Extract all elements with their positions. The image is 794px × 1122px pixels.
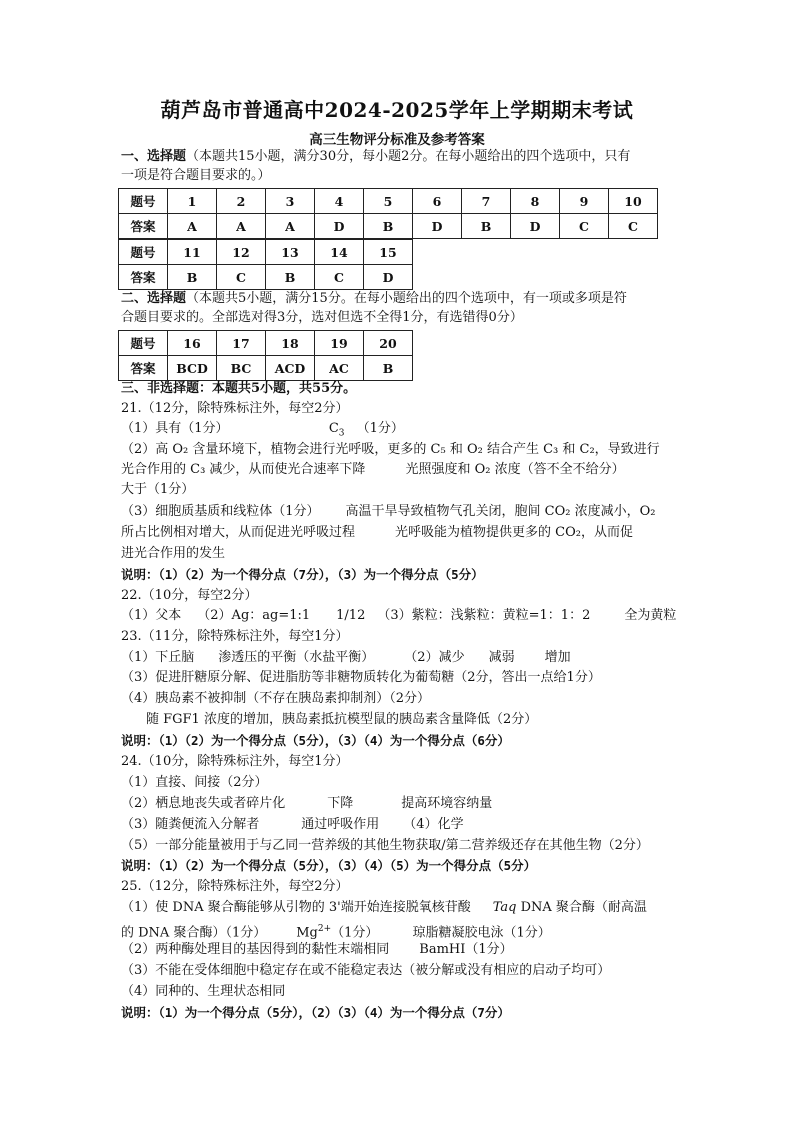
part2-desc-line1: 二、选择题（本题共5小题，满分15分。在每小题给出的四个选项中，有一项或多项是符	[121, 291, 627, 306]
part1-answer-table	[118, 188, 658, 239]
q21-line2: （2）高 O₂ 含量环境下，植物会进行光呼吸，更多的 C₅ 和 O₂ 结合产生 C₃ 和 C₂，导致进行	[121, 442, 660, 457]
part1-desc-line1: 一、选择题（本题共15小题，满分30分，每小题2分。在每小题给出的四个选项中，只有	[121, 149, 631, 164]
part3-heading: 三、非选择题：本题共5小题，共55分。	[121, 381, 357, 396]
row-label-answer: 答案	[119, 214, 168, 239]
q23-header: 23.（11分，除特殊标注外，每空1分）	[121, 629, 349, 644]
q24-note: 说明：（1）（2）为一个得分点（5分），（3）（4）（5）为一个得分点（5分）	[121, 858, 537, 873]
table-row: 答案 BCD BC ACD AC B	[119, 356, 413, 381]
q24-header: 24.（10分，除特殊标注外，每空1分）	[121, 754, 349, 769]
part2-answer-table	[118, 330, 413, 381]
q21-line7: 进光合作用的发生	[121, 546, 226, 561]
q21-line3: 光合作用的 C₃ 减少，从而使光合速率下降 光照强度和 O₂ 浓度（答不全不给分）	[121, 462, 625, 477]
table-row: 题号 1 2 3 4 5 6 7 8 9 10	[119, 189, 658, 214]
q24-line2: （2）栖息地丧失或者碎片化 下降 提高环境容纳量	[121, 796, 493, 811]
q25-note: 说明：（1）为一个得分点（5分），（2）（3）（4）为一个得分点（7分）	[121, 1005, 510, 1020]
q21-line5: （3）细胞质基质和线粒体（1分） 高温干旱导致植物气孔关闭，胞间 CO₂ 浓度减小，O₂	[121, 504, 656, 519]
q22-line1: （1）父本 （2）Ag：ag=1:1 1/12 （3）紫粒：浅紫粒：黄粒=1：1：2 全为黄粒	[121, 608, 677, 623]
table-row: 题号 11 12 13 14 15	[119, 240, 413, 265]
q25-line1: （1）使 DNA 聚合酶能够从引物的 3'端开始连接脱氧核苷酸 Taq DNA 聚合酶（耐高温	[121, 900, 647, 915]
table-row: 答案 A A A D B D B D C C	[119, 214, 658, 239]
q21-note: 说明：（1）（2）为一个得分点（7分），（3）为一个得分点（5分）	[121, 567, 484, 582]
q22-header: 22.（10分，每空2分）	[121, 588, 258, 603]
q21-header: 21.（12分，除特殊标注外，每空2分）	[121, 401, 349, 416]
q23-note: 说明：（1）（2）为一个得分点（5分），（3）（4）为一个得分点（6分）	[121, 733, 510, 748]
q25-line4: （3）不能在受体细胞中稳定存在或不能稳定表达（被分解或没有相应的启动子均可）	[121, 963, 611, 978]
q23-line1: （1）下丘脑 渗透压的平衡（水盐平衡） （2）减少 减弱 增加	[121, 650, 571, 665]
page-subtitle: 高三生物评分标准及参考答案	[309, 132, 485, 148]
part1-answer-table-2	[118, 239, 413, 290]
q21-line6: 所占比例相对增大，从而促进光呼吸过程 光呼吸能为植物提供更多的 CO₂，从而促	[121, 525, 633, 540]
page-title: 葫芦岛市普通高中2024-2025学年上学期期末考试	[160, 98, 634, 122]
q25-line3: （2）两种酶处理目的基因得到的黏性末端相同 BamHI（1分）	[121, 942, 513, 957]
part1-desc-line2: 一项是符合题目要求的。）	[121, 168, 271, 183]
row-label-question: 题号	[119, 189, 168, 214]
part2-desc-line2: 合题目要求的。全部选对得3分，选对但选不全得1分，有选错得0分）	[121, 310, 523, 325]
q25-header: 25.（12分，除特殊标注外，每空2分）	[121, 879, 349, 894]
q23-line2: （3）促进肝糖原分解、促进脂肪等非糖物质转化为葡萄糖（2分，答出一点给1分）	[121, 670, 601, 685]
q24-line4: （5）一部分能量被用于与乙同一营养级的其他生物获取/第二营养级还存在其他生物（2分）	[121, 838, 649, 853]
part1-heading: 一、选择题	[121, 149, 187, 164]
part2-heading: 二、选择题	[121, 291, 187, 306]
table-row: 题号 16 17 18 19 20	[119, 331, 413, 356]
q25-line5: （4）同种的、生理状态相同	[121, 984, 286, 999]
q21-line4: 大于（1分）	[121, 482, 195, 497]
c3-symbol: $C_3$	[328, 421, 345, 439]
q23-line3: （4）胰岛素不被抑制（不存在胰岛素抑制剂）（2分）	[121, 691, 431, 706]
q23-line4: 随 FGF1 浓度的增加，胰岛素抵抗模型鼠的胰岛素含量降低（2分）	[146, 712, 538, 727]
q25-line2: 的 DNA 聚合酶）（1分） $Mg^{2+}(1$分） 琼脂糖凝胶电泳（1分）	[121, 924, 551, 941]
taq-italic: Taq	[492, 900, 517, 915]
q21-line1: （1）具有（1分） $C_3$ （1分）	[121, 421, 404, 439]
q24-line3: （3）随粪便流入分解者 通过呼吸作用 （4）化学	[121, 817, 464, 832]
table-row: 答案 B C B C D	[119, 265, 413, 290]
q24-line1: （1）直接、间接（2分）	[121, 775, 268, 790]
